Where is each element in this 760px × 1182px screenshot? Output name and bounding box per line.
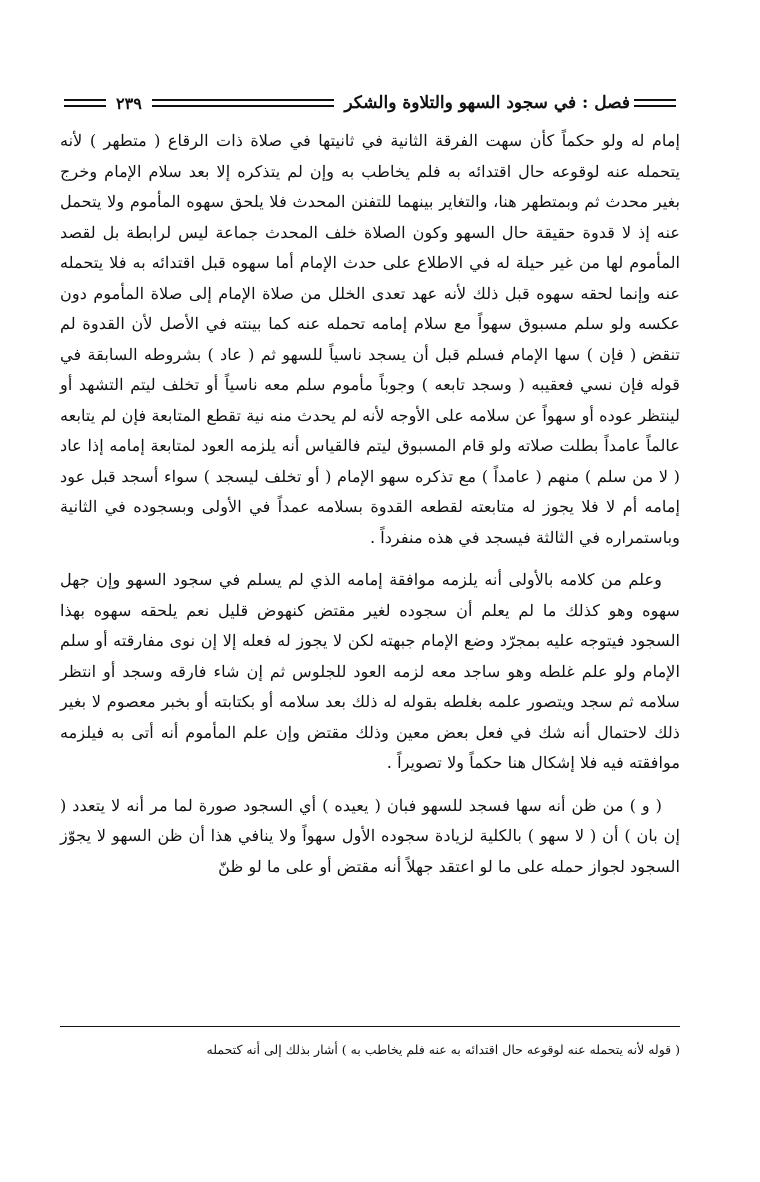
header-rule-right (634, 99, 676, 107)
running-header (60, 88, 680, 118)
page-number: ٢٣٩ (116, 93, 142, 113)
main-text (60, 126, 680, 882)
header-rule-left (64, 99, 106, 107)
chapter-title: فصل : في سجود السهو والتلاوة والشكر (344, 93, 630, 113)
header-rule-middle (152, 99, 335, 107)
footnote: ( قوله لأنه يتحمله عنه لوقوعه حال اقتدائه به عنه فلم يخاطب به ) أشار بذلك إلى أنه كتحمله (206, 1042, 680, 1057)
paragraph: وعلم من كلامه بالأولى أنه يلزمه موافقة إمامه الذي لم يسلم في سجود السهو وإن جهل سهوه وهو كذلك ما لم يعلم أن سجوده لغير مقتض كنهوض قليل نعم يلحقه سهوه بهذا السجود فيتوجه عليه بمجرّد وضع الإمام جبهته لكن لا يجوز له فعله إلا إن نوى مفارقته أو سلم الإمام ولو علم غلطه وهو ساجد معه لزمه العود للجلوس ثم إن شاء فارقه وسجد أو انتظر سلامه ثم سجد ويتصور علمه بغلطه بقوله له ذلك بعد سلامه أو بكتابته أو بخبر معصوم لا بغير ذلك لاحتمال أنه شك في فعل بعض معين وذلك مقتض وإن علم المأموم أنه أتى به فيلزمه موافقته فيه فلا إشكال هنا حكماً ولا تصويراً . (60, 570, 680, 772)
paragraph: إمام له ولو حكماً كأن سهت الفرقة الثانية في ثانيتها في صلاة ذات الرقاع ( متطهر ) لأنه يتحمله عنه لوقوعه حال اقتدائه به فلم يخاطب به وإن لم يتذكره إلا بعد سلام الإمام وخرج بغير محدث ثم وبمتطهر هنا، والتغاير بينهما للتفنن المحدث فلا يلحق سهوه المأموم ولا يتحمل عنه إذ لا قدوة حقيقة حال السهو وكون الصلاة خلف المحدث جماعة ليس لرابطة بل لقصد المأموم لها من غير حيلة له في الاطلاع على حدث الإمام أما سهوه قبل اقتدائه به فلا يتحمله عنه وإنما لحقه سهوه قبل ذلك لأنه عهد تعدى الخلل من صلاة الإمام إلى صلاة المأموم دون عكسه ولو سلم مسبوق سهواً مع سلام إمامه تحمله عنه كما بينته في الأصل لأن القدوة لم تنقض ( فإن ) سها الإمام فسلم قبل أن يسجد ناسياً للسهو ثم ( عاد ) بشروطه السابقة في قوله فإن نسي فعقيبه ( وسجد تابعه ) وجوباً مأموم سلم معه ناسياً أو تخلف ليتم التشهد أو لينتظر عوده أو سهواً عن سلامه على الأوجه لأنه لم يحدث منه نية تقطع المتابعة فإن لم يتابعه عالماً عامداً بطلت صلاته ولو قام المسبوق ليتم فالقياس أنه يلزمه العود لمتابعة إمامه إذا عاد ( لا من سلم ) منهم ( عامداً ) مع تذكره سهو الإمام ( أو تخلف ليسجد ) سواء أسجد قبل عود إمامه أم لا فلا يجوز له متابعته لقطعه القدوة بسلامه عمداً في الأولى وبسجوده في الثانية وباستمراره في الثالثة فيسجد في هذه منفرداً . (60, 131, 680, 547)
footnote-divider (60, 1026, 680, 1027)
paragraph: ( و ) من ظن أنه سها فسجد للسهو فبان ( يعيده ) أي السجود صورة لما مر أنه لا يتعدد ( إن بان ) أن ( لا سهو ) بالكلية لزيادة سجوده الأول سهواً ولا ينافي هذا أن ظن السهو لا يجوّز السجود لجواز حمله على ما لو اعتقد جهلاً أنه مقتض أو على ما لو ظنّ (60, 795, 680, 876)
page (60, 88, 680, 894)
